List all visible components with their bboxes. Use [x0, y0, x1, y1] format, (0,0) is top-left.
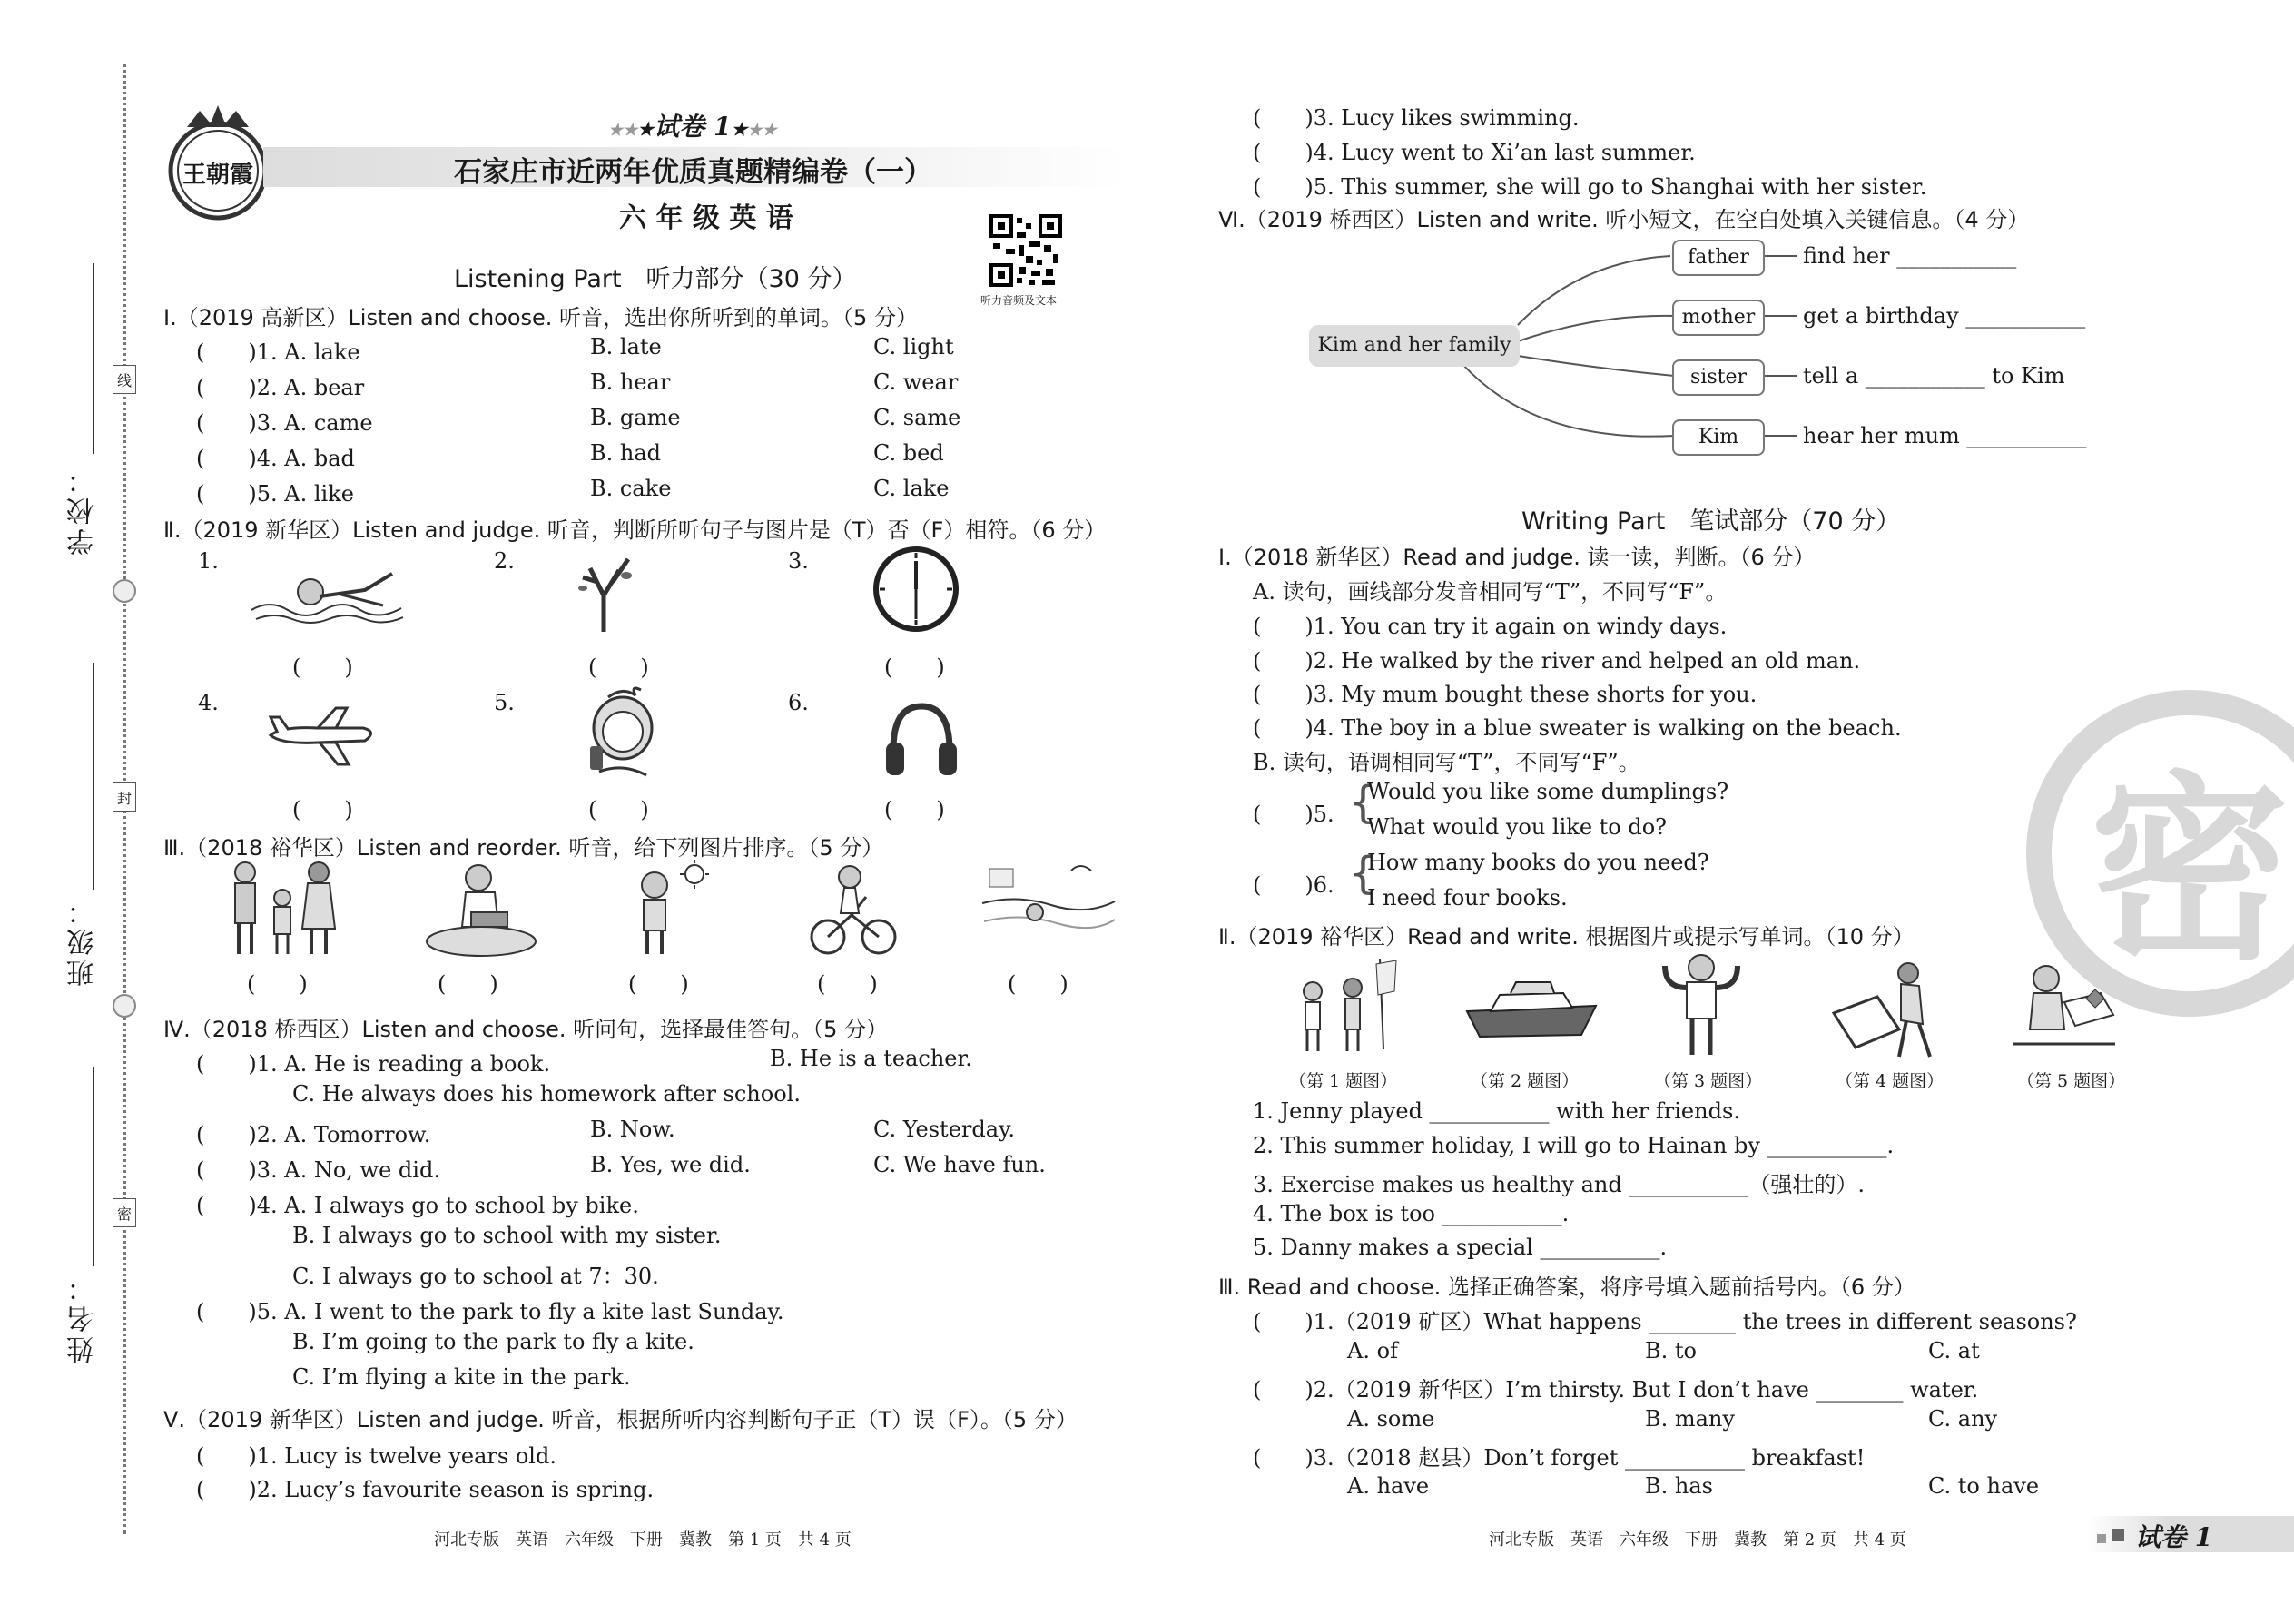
s2-answer-1[interactable]: ( ): [292, 655, 353, 680]
w1-q1[interactable]: ( )1. You can try it again on windy days.: [1253, 614, 1728, 639]
s4-q1[interactable]: ( )1. A. He is reading a book.: [196, 1051, 551, 1077]
s5-q3[interactable]: ( )3. Lucy likes swimming.: [1253, 105, 1580, 131]
w3-q1-c: C. at: [1928, 1338, 1980, 1363]
s5-q1[interactable]: ( )1. Lucy is twelve years old.: [196, 1443, 556, 1469]
s5-q2[interactable]: ( )2. Lucy’s favourite season is spring.: [196, 1477, 655, 1502]
strong-man-icon: [1656, 951, 1747, 1058]
seal-mark-secret: 密: [113, 1198, 136, 1227]
s2-answer-4[interactable]: ( ): [292, 797, 353, 822]
s1-q2-a[interactable]: ( )2. A. bear: [196, 375, 365, 400]
bare-tree-icon: [563, 550, 645, 634]
mindmap-blank-sister[interactable]: tell a ___________ to Kim: [1803, 363, 2065, 389]
mindmap-node-mother: mother: [1672, 300, 1765, 336]
family-icon: [222, 858, 340, 958]
w1-q4[interactable]: ( )4. The boy in a blue sweater is walking on the beach.: [1253, 715, 1902, 741]
s1-q5-c: C. lake: [873, 476, 950, 501]
writing-s1-title: Ⅰ.（2018 新华区）Read and judge. 读一读，判断。（6 分）: [1218, 545, 1816, 570]
w2-q2[interactable]: 2. This summer holiday, I will go to Hainan by ___________.: [1253, 1133, 1895, 1158]
airplane-icon: [263, 704, 381, 768]
school-blank[interactable]: [93, 263, 94, 454]
beach-swimming-icon: [980, 858, 1117, 949]
watermark-char: 密: [2089, 754, 2289, 987]
s4-q2[interactable]: ( )2. A. Tomorrow.: [196, 1122, 431, 1147]
listening-s4-title: Ⅳ.（2018 桥西区）Listen and choose. 听问句，选择最佳答句。（5 分）: [163, 1017, 889, 1042]
volleyball-players-icon: [1289, 955, 1398, 1055]
w1-q3[interactable]: ( )3. My mum bought these shorts for you.: [1253, 682, 1757, 707]
w3-q2-a: A. some: [1347, 1406, 1435, 1432]
w2-q5[interactable]: 5. Danny makes a special ___________.: [1253, 1235, 1668, 1260]
writing-s1a-title: A. 读句，画线部分发音相同写“T”，不同写“F”。: [1253, 579, 1728, 605]
name-label: 姓名：: [67, 1271, 99, 1363]
brand-name: 王朝霞: [182, 162, 253, 189]
seal-mark-line: 线: [113, 365, 136, 394]
s4-q5-c: C. I’m flying a kite in the park.: [292, 1364, 631, 1390]
w2-caption-3: （第 3 题图）: [1654, 1071, 1763, 1091]
s1-q2-c: C. wear: [873, 369, 959, 395]
w3-q2-b: B. many: [1645, 1406, 1735, 1432]
qr-code[interactable]: [989, 214, 1062, 287]
mindmap-node-kim: Kim: [1672, 419, 1765, 456]
girl-cycling-icon: [808, 861, 899, 960]
s4-q4[interactable]: ( )4. A. I always go to school by bike.: [196, 1193, 639, 1218]
paper-series: ★★★试卷 1★★★: [608, 112, 777, 142]
class-blank[interactable]: [93, 663, 94, 890]
writing-s3-title: Ⅲ. Read and choose. 选择正确答案，将序号填入题前括号内。（6 分）: [1218, 1275, 1915, 1300]
s1-q1-c: C. light: [873, 334, 954, 359]
w1-q5-l1: Would you like some dumplings?: [1367, 779, 1729, 804]
listening-s5-title: Ⅴ.（2019 新华区）Listen and judge. 听音，根据所听内容判断句子正（T）误（F）。（5 分）: [163, 1407, 1078, 1432]
s1-q5-a[interactable]: ( )5. A. like: [196, 481, 354, 507]
s4-q2-c: C. Yesterday.: [873, 1117, 1016, 1142]
w2-q3[interactable]: 3. Exercise makes us healthy and ___________（强壮的）.: [1253, 1172, 1866, 1197]
s4-q5-b: B. I’m going to the park to fly a kite.: [292, 1329, 694, 1354]
footer-badge: 试卷 1: [2135, 1522, 2213, 1552]
w2-q1[interactable]: 1. Jenny played ___________ with her friends.: [1253, 1098, 1740, 1124]
listening-heading: Listening Part 听力部分（30 分）: [454, 265, 857, 293]
w2-caption-2: （第 2 题图）: [1471, 1071, 1580, 1091]
w3-q2[interactable]: ( )2.（2019 新华区）I’m thirsty. But I don’t have ________ water.: [1253, 1377, 1979, 1403]
w1-q5-l2: What would you like to do?: [1367, 814, 1668, 840]
mindmap-blank-kim[interactable]: hear her mum ___________: [1803, 423, 2087, 448]
w2-caption-4: （第 4 题图）: [1836, 1071, 1944, 1091]
s2-answer-3[interactable]: ( ): [884, 655, 945, 680]
w1-q5[interactable]: ( )5.: [1253, 802, 1334, 827]
clock-icon: [871, 545, 960, 634]
s5-q4[interactable]: ( )4. Lucy went to Xi’an last summer.: [1253, 140, 1696, 165]
w2-q4[interactable]: 4. The box is too ___________.: [1253, 1201, 1570, 1226]
swimming-icon: [247, 556, 410, 628]
footer-left: 河北专版 英语 六年级 下册 冀教 第 1 页 共 4 页: [434, 1530, 852, 1550]
s4-q1-c: C. He always does his homework after school.: [292, 1081, 801, 1107]
w1-q6-l2: I need four books.: [1367, 885, 1568, 910]
s4-q2-b: B. Now.: [590, 1117, 675, 1142]
s4-q1-b: B. He is a teacher.: [770, 1046, 972, 1071]
listening-s1-title: Ⅰ.（2019 高新区）Listen and choose. 听音，选出你所听到的单词。（5 分）: [163, 305, 918, 330]
qr-caption: 听力音频及文本: [980, 294, 1058, 307]
s2-num-4: 4.: [198, 690, 219, 715]
w3-q2-c: C. any: [1928, 1406, 1998, 1432]
boy-reading-icon: [422, 858, 540, 958]
w3-q3-b: B. has: [1645, 1473, 1713, 1499]
s1-q4-b: B. had: [590, 440, 662, 466]
s4-q4-b: B. I always go to school with my sister.: [292, 1223, 722, 1248]
name-blank[interactable]: [93, 1067, 94, 1266]
badge-square-icon: [2112, 1529, 2124, 1541]
s4-q4-c: C. I always go to school at 7：30.: [292, 1264, 659, 1289]
s2-answer-2[interactable]: ( ): [588, 655, 649, 680]
s1-q1-b: B. late: [590, 334, 662, 359]
s4-q5[interactable]: ( )5. A. I went to the park to fly a kite last Sunday.: [196, 1299, 784, 1324]
s3-answer-4[interactable]: ( ): [817, 971, 878, 997]
s5-q5[interactable]: ( )5. This summer, she will go to Shanghai with her sister.: [1253, 174, 1927, 200]
w2-caption-5: （第 5 题图）: [2017, 1071, 2126, 1091]
s4-q3[interactable]: ( )3. A. No, we did.: [196, 1157, 440, 1183]
s4-q3-b: B. Yes, we did.: [590, 1152, 751, 1177]
s1-q2-b: B. hear: [590, 369, 671, 395]
w3-q3[interactable]: ( )3.（2018 赵县）Don’t forget ___________ breakfast!: [1253, 1445, 1866, 1471]
w3-q1-b: B. to: [1645, 1338, 1697, 1363]
w3-q1-a: A. of: [1347, 1338, 1398, 1363]
s3-answer-1[interactable]: ( ): [247, 971, 308, 997]
s3-answer-3[interactable]: ( ): [628, 971, 689, 997]
listening-s6-title: Ⅵ.（2019 桥西区）Listen and write. 听小短文，在空白处填入关键信息。（4 分）: [1218, 207, 2030, 232]
w2-caption-1: （第 1 题图）: [1289, 1071, 1398, 1091]
ship-icon: [1463, 979, 1600, 1042]
binding-hole-icon: [113, 579, 136, 603]
girl-on-phone-icon: [581, 681, 665, 781]
paper-subtitle: 六 年 级 英 语: [619, 202, 793, 234]
w1-q6[interactable]: ( )6.: [1253, 872, 1334, 898]
school-label: 学校：: [67, 463, 99, 556]
listening-s2-title: Ⅱ.（2019 新华区）Listen and judge. 听音，判断所听句子与图片是（T）否（F）相符。（6 分）: [163, 517, 1107, 543]
qr-code-icon: [989, 214, 1062, 287]
writing-s1b-title: B. 读句，语调相同写“T”，不同写“F”。: [1253, 750, 1640, 775]
writing-heading: Writing Part 笔试部分（70 分）: [1521, 507, 1901, 536]
s3-answer-5[interactable]: ( ): [1008, 971, 1068, 997]
brace-icon: {: [1349, 777, 1377, 828]
heavy-box-icon: [1828, 960, 1946, 1060]
mindmap-blank-father[interactable]: find her ___________: [1803, 243, 2017, 269]
s1-q3-b: B. game: [590, 405, 681, 430]
listening-s3-title: Ⅲ.（2018 裕华区）Listen and reorder. 听音，给下列图片排序。（5 分）: [163, 835, 884, 861]
s1-q3-a[interactable]: ( )3. A. came: [196, 410, 373, 436]
writing-s2-title: Ⅱ.（2019 裕华区）Read and write. 根据图片或提示写单词。（10 分）: [1218, 924, 1915, 950]
girl-sun-icon: [622, 858, 713, 958]
s2-num-1: 1.: [198, 548, 219, 574]
s2-num-5: 5.: [494, 690, 515, 715]
w3-q3-c: C. to have: [1928, 1473, 2040, 1499]
binding-hole-icon: [113, 994, 136, 1018]
w3-q1[interactable]: ( )1.（2019 矿区）What happens ________ the trees in different seasons?: [1253, 1309, 2077, 1334]
paper-title: 石家庄市近两年优质真题精编卷（一）: [454, 156, 932, 189]
s1-q4-a[interactable]: ( )4. A. bad: [196, 446, 355, 471]
mindmap-node-father: father: [1672, 240, 1765, 276]
footer-right: 河北专版 英语 六年级 下册 冀教 第 2 页 共 4 页: [1489, 1530, 1906, 1550]
w3-q3-a: A. have: [1347, 1473, 1430, 1499]
s2-num-6: 6.: [788, 690, 809, 715]
seal-mark-seal: 封: [113, 782, 136, 812]
brand-logo: [154, 100, 281, 227]
s4-q3-c: C. We have fun.: [873, 1152, 1046, 1177]
s1-q3-c: C. same: [873, 405, 961, 430]
s2-num-3: 3.: [788, 548, 809, 574]
mindmap-center: Kim and her family: [1309, 325, 1520, 367]
w1-q6-l1: How many books do you need?: [1367, 850, 1709, 875]
badge-square-icon: [2097, 1534, 2106, 1543]
s1-q5-b: B. cake: [590, 476, 672, 501]
s2-answer-6[interactable]: ( ): [884, 797, 945, 822]
brace-icon: {: [1349, 848, 1377, 899]
mindmap-node-sister: sister: [1672, 359, 1765, 396]
s1-q4-c: C. bed: [873, 440, 944, 466]
mindmap-blank-mother[interactable]: get a birthday ___________: [1803, 303, 2086, 329]
s2-answer-5[interactable]: ( ): [588, 797, 649, 822]
headphones-icon: [881, 699, 962, 781]
s2-num-2: 2.: [494, 548, 515, 574]
w1-q2[interactable]: ( )2. He walked by the river and helped an old man.: [1253, 648, 1861, 674]
class-label: 班级：: [67, 894, 99, 987]
s3-answer-2[interactable]: ( ): [438, 971, 498, 997]
s1-q1-a[interactable]: ( )1. A. lake: [196, 340, 360, 365]
